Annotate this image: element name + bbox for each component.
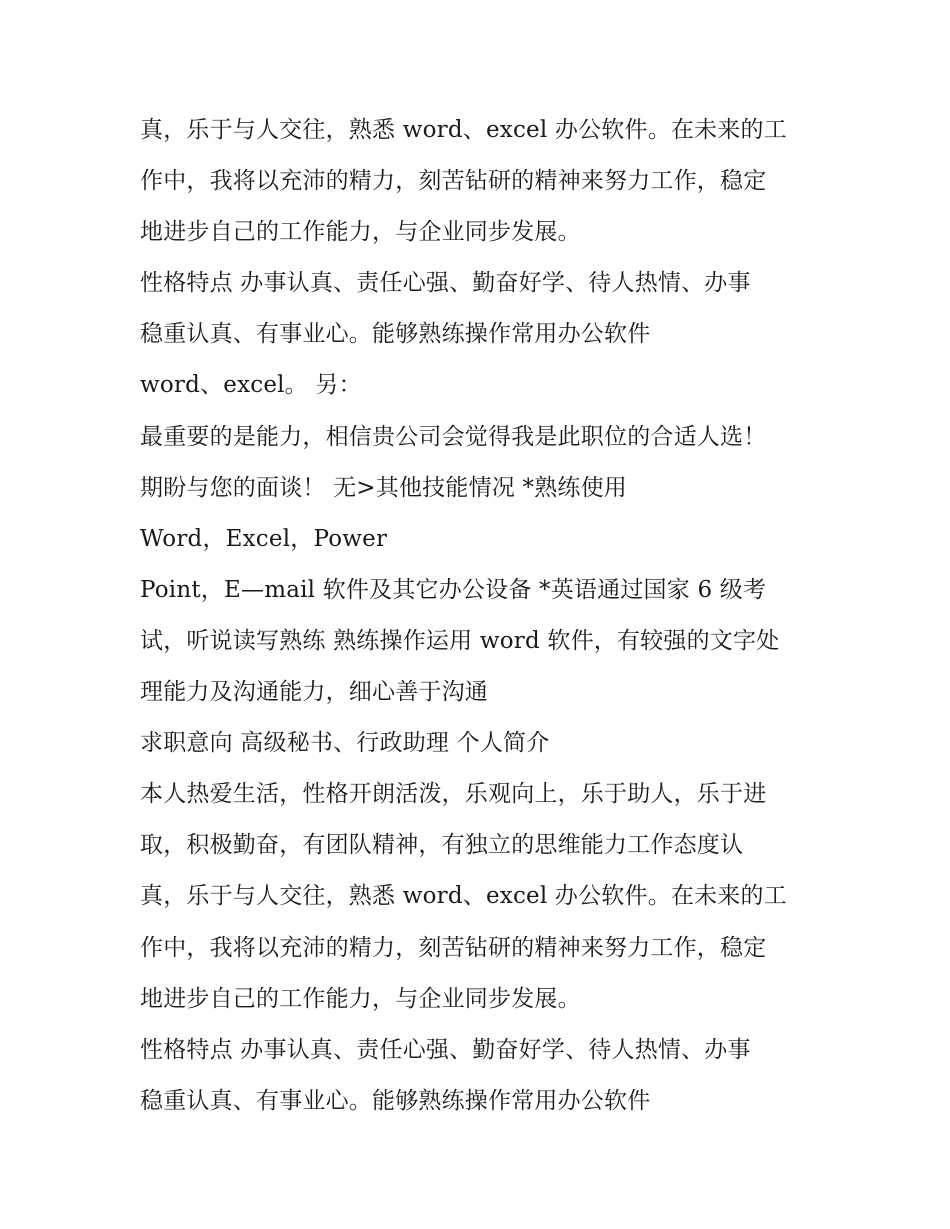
text-line: 作中，我将以充沛的精力，刻苦钻研的精神来努力工作，稳定 [140, 934, 767, 961]
text-line: 地进步自己的工作能力，与企业同步发展。 [140, 219, 581, 246]
text-line: 性格特点 办事认真、责任心强、勤奋好学、待人热情、办事 [140, 1036, 751, 1063]
text-line: 真，乐于与人交往，熟悉 word、excel 办公软件。在未来的工 [140, 117, 787, 143]
text-line: 试，听说读写熟练 熟练操作运用 word 软件，有较强的文字处 [140, 627, 780, 654]
text-line: word、excel。 另： [140, 372, 362, 399]
text-line: Word，Excel，Power [140, 525, 388, 552]
text-line: Point，E—mail 软件及其它办公设备 *英语通过国家 6 级考 [140, 576, 767, 603]
text-line: 期盼与您的面谈！ 无>其他技能情况 *熟练使用 [140, 474, 627, 501]
text-line: 理能力及沟通能力，细心善于沟通 [140, 679, 488, 706]
text-line: 取，积极勤奋，有团队精神，有独立的思维能力工作态度认 [140, 832, 744, 859]
text-line: 稳重认真、有事业心。能够熟练操作常用办公软件 [140, 1087, 651, 1114]
text-line: 作中，我将以充沛的精力，刻苦钻研的精神来努力工作，稳定 [140, 168, 767, 195]
text-line: 稳重认真、有事业心。能够熟练操作常用办公软件 [140, 321, 651, 348]
text-line: 求职意向 高级秘书、行政助理 个人简介 [140, 730, 550, 757]
document-body [140, 105, 840, 1127]
text-line: 性格特点 办事认真、责任心强、勤奋好学、待人热情、办事 [140, 270, 751, 297]
text-line: 本人热爱生活，性格开朗活泼，乐观向上，乐于助人，乐于进 [140, 781, 767, 808]
text-line: 最重要的是能力，相信贵公司会觉得我是此职位的合适人选！ [140, 423, 767, 450]
text-line: 地进步自己的工作能力，与企业同步发展。 [140, 985, 581, 1012]
text-line: 真，乐于与人交往，熟悉 word、excel 办公软件。在未来的工 [140, 883, 787, 910]
